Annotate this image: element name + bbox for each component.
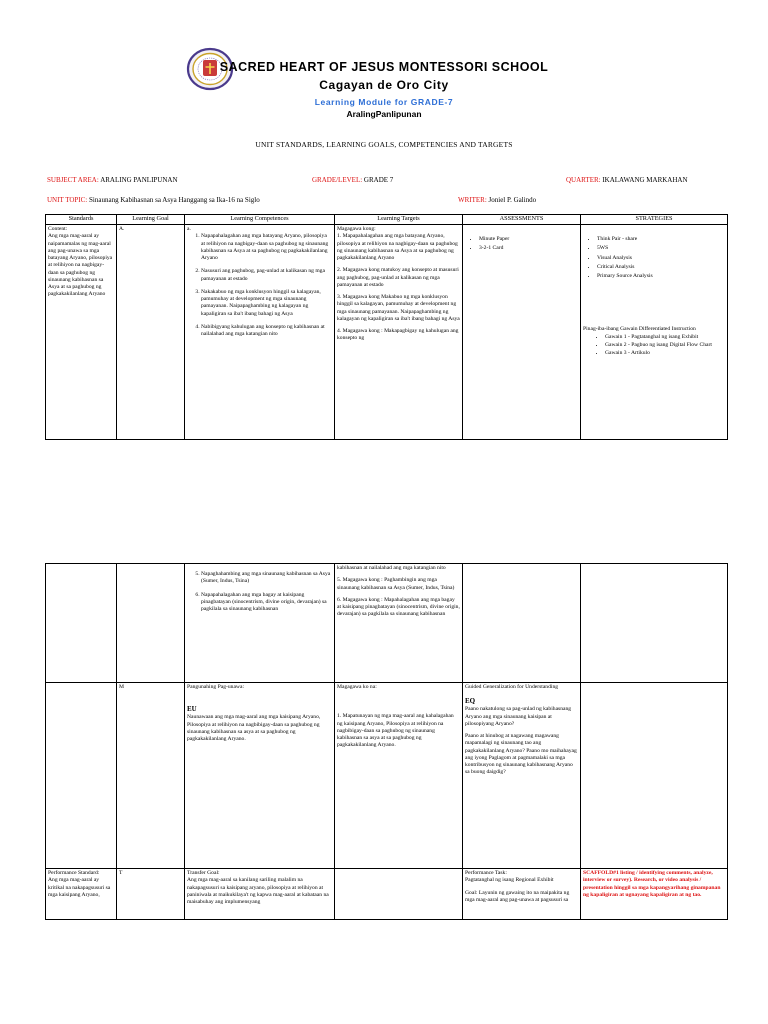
competence-item: 1. Napapahalagahan ang mga batayang Aryano, pilosopiya at relihiyon na nagbigay-daan sa paghubog ng sinaunang kabihasnan sa Asya at sa paghubog ng pagkakakilanlang Aryano xyxy=(201,233,332,262)
header-learning-goal: Learning Goal xyxy=(117,215,185,225)
header-assessments: ASSESSMENTS xyxy=(463,215,581,225)
quarter-label: QUARTER: xyxy=(566,176,601,184)
performance-task-subtitle: Pagtatanghal ng isang Regional Exhibit xyxy=(465,877,554,884)
competences-cell xyxy=(185,225,335,440)
target-item: 2. Magagawa kong matukoy ang konsepto at masusuri ang paghubog, pag-unlad at kalikasan ng mga pamayanan at estado xyxy=(337,267,459,288)
strategy-item: • Primary Source Analysis xyxy=(597,273,725,280)
target-item: 6. Magagawa kong : Mapahalagahan ang mga bagay at kaisipang pinagbatayan (sinocentrism, divine origin, devarajan) sa pagkilala sa sinaunang kabihasnan xyxy=(337,596,460,618)
grade-label: GRADE/LEVEL: xyxy=(312,176,363,184)
goal-letter: M xyxy=(119,684,124,690)
competences-cell xyxy=(185,869,335,920)
school-name: SACRED HEART OF JESUS MONTESSORI SCHOOL xyxy=(219,60,549,74)
competence-item: 3. Nakakabuo ng mga konklusyon hinggil sa kalagayan, pamumuhay at development ng mga sinaunang pamayanan. Naipapaghambing ng kalagayan ng kapaligiran sa iba't ibang bahagi ng Asya xyxy=(201,289,332,318)
assessment-item: • Minute Paper xyxy=(479,236,578,243)
goal-cell xyxy=(117,225,185,440)
assessments-cell xyxy=(463,869,581,920)
standards-table-page2 xyxy=(45,563,728,920)
eq-question: Paano at hinubog at nagawang magawang mapamalagi ng sinaunang tao ang pagkakakilanlang Aryano? Paano mo maihahayag ang iyong Paglagom at pagmamalaki sa mga kontribusyon ng sinaunang kabihasnang Aryano sa buong daigdig? xyxy=(465,733,577,776)
differentiated-item: • Gawain 1 - Pagtatanghal ng isang Exhibit xyxy=(605,334,725,341)
goal-letter: T xyxy=(119,870,123,876)
goal-letter: A. xyxy=(119,226,125,232)
goal-cell-empty xyxy=(117,564,185,683)
writer xyxy=(458,196,536,204)
strategy-item: • Critical Analysis xyxy=(597,264,725,271)
target-item: 4. Magagawa kong : Makapagbigay ng kahulugan ang konsepto ng xyxy=(337,328,459,342)
unit-topic xyxy=(47,196,260,204)
competences-letter: a. xyxy=(187,226,191,232)
eu-text: Naunawaan ang mga mag-aaral ang mga kaisipang Aryano, Pilosopiya at relihiyon na nagbibigay-daan sa paghubog ng sinaunang kabihasnan sa asya at sa paghubog ng pagkakakilanlang Aryano. xyxy=(187,714,321,743)
subject-area xyxy=(47,176,178,184)
strategy-item: • Visual Analysis xyxy=(597,255,725,262)
targets-cell xyxy=(335,225,463,440)
transfer-goal-title: Transfer Goal: xyxy=(187,870,220,876)
target-continued: kabihasnan at nailalahad ang mga katangian nito xyxy=(337,565,446,571)
performance-standard-cell xyxy=(46,869,117,920)
standards-cell-empty xyxy=(46,683,117,869)
strategy-item: • 5WS xyxy=(597,245,725,252)
school-city: Cagayan de Oro City xyxy=(319,78,449,92)
assessments-cell xyxy=(463,225,581,440)
competences-cell xyxy=(185,683,335,869)
unit-topic-label: UNIT TOPIC: xyxy=(47,196,88,204)
grade-value: GRADE 7 xyxy=(363,176,394,184)
assessment-item: • 3-2-1 Card xyxy=(479,245,578,252)
writer-value: Joniel P. Galindo xyxy=(488,196,537,204)
eu-label: EU xyxy=(187,705,197,714)
targets-cell-empty xyxy=(335,869,463,920)
transfer-goal-text: Ang mga mag-aaral sa kanilang sariling malalim na nakapagsusuri sa kaisipang aryano, pilosopiya at relihiyon at paniniwala at maikukilaya't ng kapwa mag-aaral at kabataan na maisabuhay ang implumensyang xyxy=(187,877,329,906)
targets-intro: Magagawa ko na: xyxy=(337,684,377,690)
performance-standard-text: Ang mga mag-aaral ay kritikal na nakapagsusuri sa mga kaisipang Aryano, xyxy=(48,877,111,898)
eq-label: EQ xyxy=(465,697,476,706)
subject-area-value: ARALING PANLIPUNAN xyxy=(100,176,178,184)
target-item: 5. Magagawa kong : Paghambingin ang mga sinaunang kabihasnan sa Asya (Sumer, Indus, Tsina) xyxy=(337,577,455,591)
guided-generalization-title: Guided Generalization for Understanding xyxy=(465,684,559,690)
header-standards: Standards xyxy=(46,215,117,225)
unit-topic-value: Sinaunang Kabihasnan sa Asya Hanggang sa Ika-16 na Siglo xyxy=(89,196,260,204)
strategy-item: • Think Pair - share xyxy=(597,236,725,243)
performance-task-title: Performance Task: xyxy=(465,870,507,876)
goal-cell xyxy=(117,683,185,869)
assessments-cell xyxy=(463,683,581,869)
header-strategies: STRATEGIES xyxy=(581,215,728,225)
target-item: 1. Mapatunayan ng mga mag-aaral ang kahalagahan ng kaisipang Aryano, Pilosopiya at relihiyon na nagbibigay-daan sa paghubog ng sinaunang kabihasnan sa asya at sa paghubog ng pagkakakilanlang Aryano. xyxy=(337,713,454,749)
strategies-cell-empty xyxy=(581,564,728,683)
strategies-cell xyxy=(581,869,728,920)
targets-cell xyxy=(335,683,463,869)
differentiated-item: • Gawain 3 - Artikulo xyxy=(605,350,725,357)
standards-cell-empty xyxy=(46,564,117,683)
header-learning-competences: Learning Competences xyxy=(185,215,335,225)
scaffold-text: SCAFFOLD#1 listing / identifying comments, analyze, interview or survey). Research, or video analysis / presentation hinggil sa mga kapangyarihang ginampanan ng kapaligiran at ugnayang kapaligiran at ng tao. xyxy=(583,870,721,898)
header-learning-targets: Learning Targets xyxy=(335,215,463,225)
competence-item: 2. Nasusuri ang paghubog, pag-unlad at kalikasan ng mga pamayanan at estado xyxy=(201,268,332,283)
competence-item: 4. Nabibigyang kahulugan ang konsepto ng kabihasnan at nailalahad ang mga katangian nito xyxy=(201,324,332,339)
goal-cell xyxy=(117,869,185,920)
standards-label: Content: xyxy=(48,226,68,232)
assessments-cell-empty xyxy=(463,564,581,683)
targets-cell xyxy=(335,564,463,683)
understanding-title: Pangunahing Pag-unawa: xyxy=(187,684,245,690)
strategies-cell xyxy=(581,225,728,440)
target-item: 3. Magagawa kong Makabuo ng mga konklusyon hinggil sa kalagayan, pamumuhay at development ng mga sinaunang pamayanan. Naipapaghambing ng kalagayan ng kapaligiran sa iba't ibang bahagi ng Asya xyxy=(337,294,460,322)
competence-item: 5. Napaghahambing ang mga sinaunang kabihasnan sa Asya (Sumer, Indus, Tsina) xyxy=(201,571,332,586)
subject-title: AralingPanlipunan xyxy=(346,109,422,119)
competences-cell xyxy=(185,564,335,683)
eq-question: Paano nakatulong sa pag-unlad ng kabihasnang Aryano ang mga sinaunang kaisipan at pilosopiyang Aryano? xyxy=(465,706,572,727)
performance-standard-label: Performance Standard: xyxy=(48,870,100,876)
standards-table-page1 xyxy=(45,214,728,440)
performance-task-goal: Goal: Layunin ng gawaing ito na maipakita ng mga mag-aaral ang pag-unawa at pagsusuri sa xyxy=(465,889,570,903)
strategies-cell-empty xyxy=(581,683,728,869)
differentiated-item: • Gawain 2 - Pagbuo ng isang Digital Flow Chart xyxy=(605,342,725,349)
quarter xyxy=(566,176,688,184)
differentiated-title: Pinag-iba-ibang Gawain Differentiated Instruction xyxy=(583,326,696,333)
unit-standards-title: UNIT STANDARDS, LEARNING GOALS, COMPETENCIES AND TARGETS xyxy=(255,140,513,149)
subject-area-label: SUBJECT AREA: xyxy=(47,176,99,184)
target-item: 1. Mapapahalagahan ang mga batayang Aryano, pilosopiya at relihiyon na nagbigay-daan sa paghubog ng sinaunang kabihasnan sa Asya at sa paghubog ng pagkakakilanlang Aryano xyxy=(337,233,458,262)
standards-text: Ang mga mag-aaral ay naipamamalas ng mag-aaral ang pag-unawa sa mga batayang Aryano, pilosopiya at relihiyon na nagbigay-daan sa paghubog ng sinaunang kabihasnan sa Asya at sa paghubog ng pagkakakilanlang Aryano xyxy=(48,233,113,298)
standards-cell xyxy=(46,225,117,440)
targets-intro: Magagawa kong: xyxy=(337,226,376,232)
writer-label: WRITER: xyxy=(458,196,487,204)
grade-level xyxy=(312,176,393,184)
competence-item: 6. Napapahalagahan ang mga bagay at kaisipang pinagbatayan (sinocentrism, divine origin, devarajan) sa pagkilala sa sinaunang kabihasnan xyxy=(201,592,332,614)
quarter-value: IKALAWANG MARKAHAN xyxy=(602,176,688,184)
module-title: Learning Module for GRADE-7 xyxy=(314,97,454,107)
